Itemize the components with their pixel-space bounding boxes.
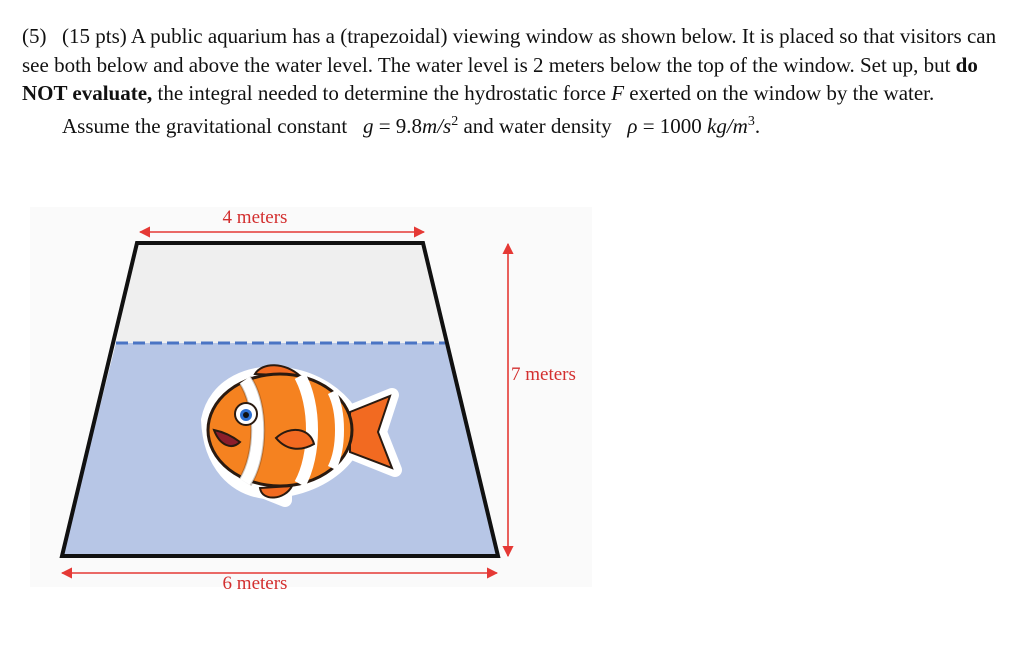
bold-instruction: do NOT evaluate,	[22, 52, 978, 105]
g-exponent: 2	[451, 113, 459, 129]
g-unit: m/s	[422, 113, 452, 138]
problem-text-1: A public aquarium has a (trapezoidal) viewing window as shown below. It is placed so that visitors can see both below and above the water level. The water level is 2 meters below the top of the window. Set up, but	[22, 24, 997, 77]
end-period: .	[754, 113, 761, 138]
bottom-width-label: 6 meters	[222, 573, 288, 594]
problem-text-2: the integral needed to determine the hydrostatic force	[152, 81, 612, 105]
height-label: 7 meters	[511, 364, 576, 385]
problem-number: (5)	[22, 24, 47, 48]
problem-text-3: exerted on the window by the water.	[624, 81, 935, 105]
top-width-label: 4 meters	[222, 207, 288, 228]
problem-points: (15 pts)	[62, 24, 127, 48]
rho-unit: kg/m	[707, 113, 748, 138]
density-text: and water density	[463, 113, 612, 138]
g-variable: g	[362, 113, 374, 138]
force-variable: F	[611, 81, 625, 105]
assume-text: Assume the gravitational constant	[62, 113, 348, 138]
g-value: = 9.8	[378, 113, 423, 138]
rho-exponent: 3	[747, 113, 755, 129]
rho-variable: ρ	[627, 113, 638, 138]
rho-value: = 1000	[642, 113, 702, 138]
air-region	[116, 243, 445, 343]
